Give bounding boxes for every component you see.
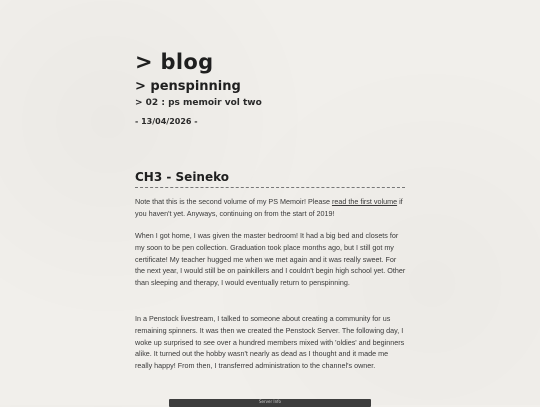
chapter-heading: CH3 - Seineko [135, 170, 405, 188]
embedded-media-frame[interactable] [169, 399, 371, 407]
intro-text-before-link: Note that this is the second volume of my PS Memoir! Please [135, 197, 332, 206]
media-caption: Server Info [259, 399, 281, 404]
paragraph-penstock-server: In a Penstock livestream, I talked to someone about creating a community for us remaining spinners. It was then we created the Penstock Server. The following day, I woke up surprised to see over a hundred members mixed with 'oldies' and beginners alike. It turned out the hobby wasn't nearly as dead as I thought and it made me really happy! From then, I transferred administration to the channel's owner. [135, 314, 405, 371]
post-title: > 02 : ps memoir vol two [135, 98, 262, 108]
category-title[interactable]: > penspinning [135, 79, 241, 94]
paragraph-intro [135, 196, 407, 220]
post-date: - 13/04/2026 - [135, 117, 198, 126]
paragraph-homecoming: When I got home, I was given the master bedroom! It had a big bed and closets for my soon to be pen collection. Graduation took place months ago, but I still got my certificate! My teacher hugged me when we met again and it was really sweet. For the next year, I would still be on painkillers and I couldn't begin high school yet. Other than sleeping and therapy, I would eventually return to penspinning. [135, 231, 406, 288]
intro-text-after-link: if you haven't yet. Anyways, continuing on from the start of 2019! [135, 197, 403, 218]
first-volume-link[interactable]: read the first volume [331, 197, 398, 206]
blog-title[interactable]: > blog [135, 50, 214, 74]
